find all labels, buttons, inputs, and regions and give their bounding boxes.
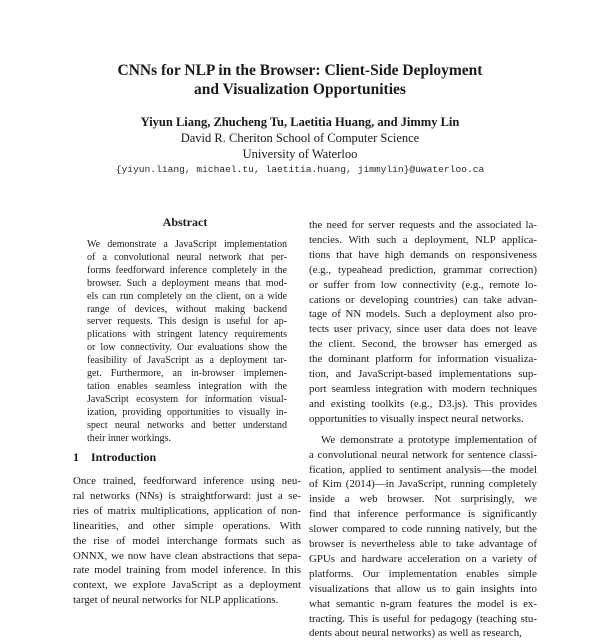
intro-line: linearities, and other simple operations. With xyxy=(73,519,301,532)
abstract-line: their inner workings. xyxy=(87,432,171,444)
intro-line: Once trained, feedforward inference using neu- xyxy=(73,475,301,487)
introduction-body xyxy=(73,474,301,608)
body-line: We demonstrate a prototype implementation of xyxy=(321,433,537,446)
body-line: tage of NN models. Such a deployment also pro- xyxy=(309,308,537,321)
abstract-line: tation enables seamless integration with the xyxy=(87,380,287,392)
intro-line: the rise of model interchange formats such as xyxy=(73,534,301,547)
right-column-body xyxy=(309,218,537,641)
abstract-line: get. Furthermore, an in-browser implemen- xyxy=(87,368,287,380)
affiliation-school: David R. Cheriton School of Computer Science xyxy=(180,131,420,145)
body-line: or suffer from low connectivity (e.g., remote lo- xyxy=(309,278,537,291)
right-column-paragraph xyxy=(309,433,537,641)
body-line: the dominant platform for information visualiza- xyxy=(309,353,537,366)
body-line: GPUs and hardware acceleration on a variety of xyxy=(309,552,537,565)
abstract-line: ization, providing opportunities to visually in- xyxy=(87,406,287,418)
abstract-line: spect neural networks and better understand xyxy=(87,419,287,431)
paper-title xyxy=(0,61,600,99)
abstract-line: or low connectivity. Our evaluations show the xyxy=(87,342,287,354)
abstract-line: forms feedforward inference completely in the xyxy=(87,264,287,276)
intro-line: rate model training from model inference. In this xyxy=(73,564,301,577)
body-line: tions that have high demands on responsiveness xyxy=(309,248,537,261)
body-line: and existing toolkits (e.g., D3.js). This provides xyxy=(309,397,537,410)
abstract-line: browser. Such a deployment means that mod- xyxy=(87,277,287,289)
author-list: Yiyun Liang, Zhucheng Tu, Laetitia Huang, and Jimmy Lin xyxy=(140,115,460,129)
author-emails: {yiyun.liang, michael.tu, laetitia.huang, jimmylin}@uwaterloo.ca xyxy=(115,164,485,175)
abstract-line: of a convolutional neural network that per- xyxy=(87,251,287,263)
intro-line: context, we explore JavaScript as a deployment xyxy=(73,579,301,592)
abstract-body xyxy=(87,239,287,446)
body-line: port seamless integration with modern techniques xyxy=(309,382,537,395)
body-line: tion, and JavaScript-based implementations sup- xyxy=(309,368,537,381)
section-number: 1 xyxy=(73,450,79,464)
abstract-line: plications with stringent latency requirements xyxy=(87,329,287,341)
affiliation-university: University of Waterloo xyxy=(242,147,358,161)
intro-line: ries of matrix multiplications, application of non- xyxy=(73,504,301,517)
section-heading-introduction xyxy=(73,450,156,464)
abstract-heading: Abstract xyxy=(162,215,208,229)
intro-line: ral networks (NNs) is straightforward: just a se- xyxy=(73,489,301,502)
abstract-line: server requests. This design is useful for ap- xyxy=(87,316,287,328)
body-line: tencies. With such a deployment, NLP applica- xyxy=(309,233,537,246)
title-line: and Visualization Opportunities xyxy=(194,81,406,98)
body-line: the client. Second, the browser has emerged as xyxy=(309,338,537,351)
abstract-line: feasibility of JavaScript as a deployment tar- xyxy=(87,355,287,367)
title-line: CNNs for NLP in the Browser: Client-Side Deployment xyxy=(117,62,483,79)
intro-line: ONNX, we now have clean abstractions that sepa- xyxy=(73,549,301,562)
body-line: fication, applied to sentiment analysis—the model xyxy=(309,463,537,476)
abstract-line: We demonstrate a JavaScript implementation xyxy=(87,239,287,250)
intro-line: target of neural networks for NLP applications. xyxy=(73,594,279,607)
right-column-paragraph xyxy=(309,218,537,427)
body-line: tects user privacy, since user data does not leave xyxy=(309,323,537,336)
body-line: a convolutional neural network for sentence classi- xyxy=(309,448,537,461)
body-line: what semantic n-gram features the model is ex- xyxy=(309,597,537,610)
section-title: Introduction xyxy=(91,450,157,464)
abstract-line: JavaScript ecosystem for information visual- xyxy=(87,393,287,405)
body-line: dents about neural networks) as well as research, xyxy=(309,627,522,640)
body-line: slower compared to code running natively, but the xyxy=(309,523,537,536)
body-line: inside a web browser. Not surprisingly, we xyxy=(309,493,537,506)
body-line: the need for server requests and the associated la- xyxy=(309,219,537,231)
body-line: cations or developing countries) can take advan- xyxy=(309,293,537,306)
abstract-line: range of devices, without making backend xyxy=(87,303,287,315)
body-line: of Kim (2014)—in JavaScript, running completely xyxy=(309,478,537,491)
body-line: visualizations that allow us to gain insights into xyxy=(309,582,537,595)
body-line: browser is nevertheless able to take advantage of xyxy=(309,538,537,551)
body-line: tracting. This is useful for pedagogy (teaching stu- xyxy=(309,612,537,625)
body-line: find that inference performance is significantly xyxy=(309,508,537,521)
abstract-line: els can run completely on the client, on a wide xyxy=(87,290,287,302)
body-line: opportunities to visually inspect neural networks. xyxy=(309,412,524,425)
body-line: (e.g., typeahead prediction, grammar correction) xyxy=(309,263,537,276)
body-line: platforms. Our implementation enables simple xyxy=(309,567,537,580)
